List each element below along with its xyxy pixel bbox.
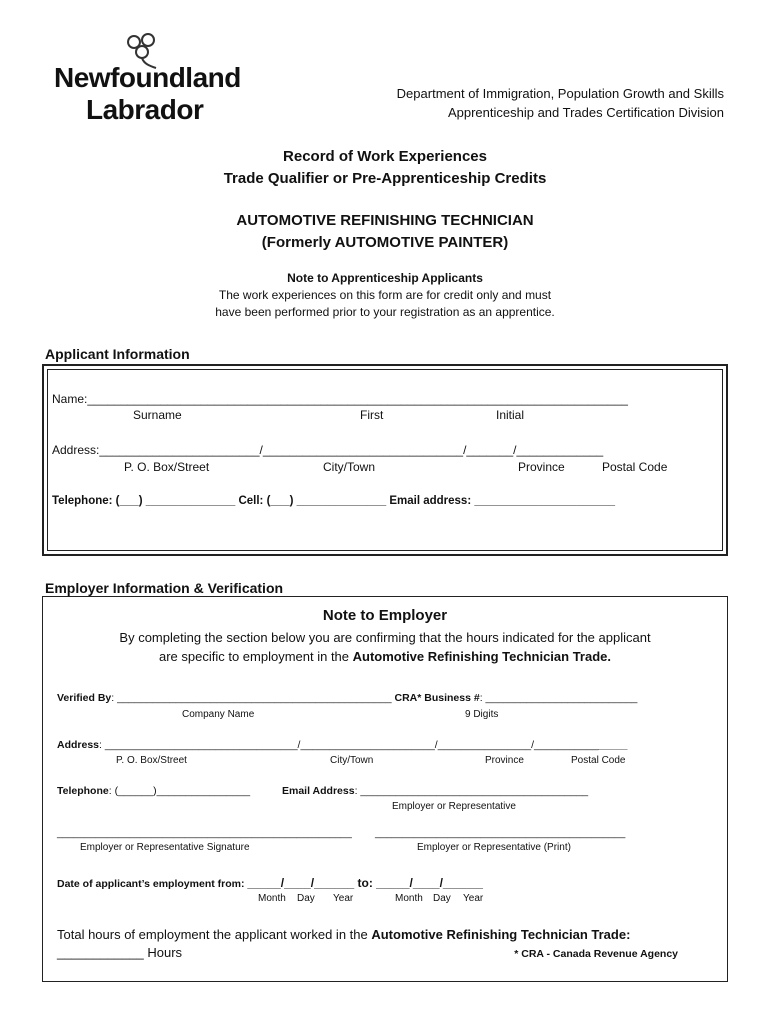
logo-line2: Labrador [86, 94, 204, 125]
employer-rep-caption: Employer or Representative [392, 801, 516, 812]
company-name-caption: Company Name [182, 709, 255, 720]
title-line2: Trade Qualifier or Pre-Apprenticeship Credits [223, 170, 547, 187]
signature-caption: Employer or Representative Signature [80, 842, 250, 853]
employer-section-title: Employer Information & Verification [45, 580, 284, 596]
applicant-note-line1: The work experiences on this form are for credit only and must [218, 288, 552, 302]
total-hours-line: Total hours of employment the applicant worked in the Automotive Refinishing Technician Trade: [57, 927, 631, 942]
first-caption: First [360, 408, 384, 422]
emp-province-caption: Province [485, 755, 524, 766]
total-hours-field[interactable]: ____________ Hours [57, 945, 183, 960]
employment-dates-field[interactable]: Date of applicant’s employment from: _____/____/______ to: _____/____/______ [57, 876, 483, 890]
employer-telephone-field[interactable]: Telephone: (______)________________ [57, 785, 251, 797]
applicant-name-field[interactable]: Name:_________________________________________________________________________________ [52, 392, 628, 406]
employer-note-line2: are specific to employment in the Automotive Refinishing Technician Trade. [158, 649, 611, 664]
applicant-phone-field[interactable]: Telephone: (___) ______________ Cell: (___) ______________ Email address: ______________________ [52, 495, 616, 507]
surname-caption: Surname [133, 408, 182, 422]
employer-note-title: Note to Employer [322, 607, 448, 624]
from-month: Month [258, 893, 286, 904]
cra-footnote: * CRA - Canada Revenue Agency [514, 948, 678, 960]
trade-line1: AUTOMOTIVE REFINISHING TECHNICIAN [236, 212, 534, 229]
applicant-note-heading: Note to Apprenticeship Applicants [287, 271, 483, 285]
emp-po-box-caption: P. O. Box/Street [116, 755, 187, 766]
dept-line2: Apprenticeship and Trades Certification Division [447, 105, 724, 120]
applicant-address-field[interactable]: Address:________________________/______________________________/_______/_____________ [52, 443, 604, 457]
print-caption: Employer or Representative (Print) [417, 842, 571, 853]
applicant-note-line2: have been performed prior to your registration as an apprentice. [215, 305, 555, 319]
po-box-caption: P. O. Box/Street [124, 460, 210, 474]
nine-digits-caption: 9 Digits [465, 709, 499, 720]
trade-line2: (Formerly AUTOMOTIVE PAINTER) [261, 234, 509, 251]
initial-caption: Initial [496, 408, 525, 422]
dept-line1: Department of Immigration, Population Growth and Skills [396, 86, 724, 101]
verified-by-field[interactable]: Verified By: _______________________________________________ CRA* Business #: __________________________ [57, 692, 638, 704]
nl-logo [50, 34, 240, 124]
applicant-note [0, 270, 770, 321]
employer-address-field[interactable]: Address: _________________________________/_______________________/________________/________________ [57, 739, 628, 751]
trade-title [0, 210, 770, 254]
title-line1: Record of Work Experiences [283, 148, 487, 165]
employer-email-field[interactable]: Email Address: _______________________________________ [282, 785, 589, 797]
to-year: Year [463, 893, 484, 904]
postal-caption: Postal Code [602, 460, 668, 474]
signature-line[interactable]: _____________________________________________________ [57, 828, 352, 839]
to-month: Month [395, 893, 423, 904]
emp-postal-caption: Postal Code [571, 755, 626, 766]
province-caption: Province [518, 460, 565, 474]
logo-line1: Newfoundland [54, 62, 241, 93]
print-name-line[interactable]: _____________________________________________ [375, 828, 626, 839]
city-caption: City/Town [323, 460, 376, 474]
department-header [397, 84, 724, 122]
to-day: Day [433, 893, 451, 904]
from-year: Year [333, 893, 354, 904]
emp-city-caption: City/Town [330, 755, 374, 766]
employer-note-line1: By completing the section below you are confirming that the hours indicated for the applicant [119, 630, 651, 645]
form-title [0, 146, 770, 190]
applicant-section-title: Applicant Information [45, 346, 190, 362]
from-day: Day [297, 893, 315, 904]
